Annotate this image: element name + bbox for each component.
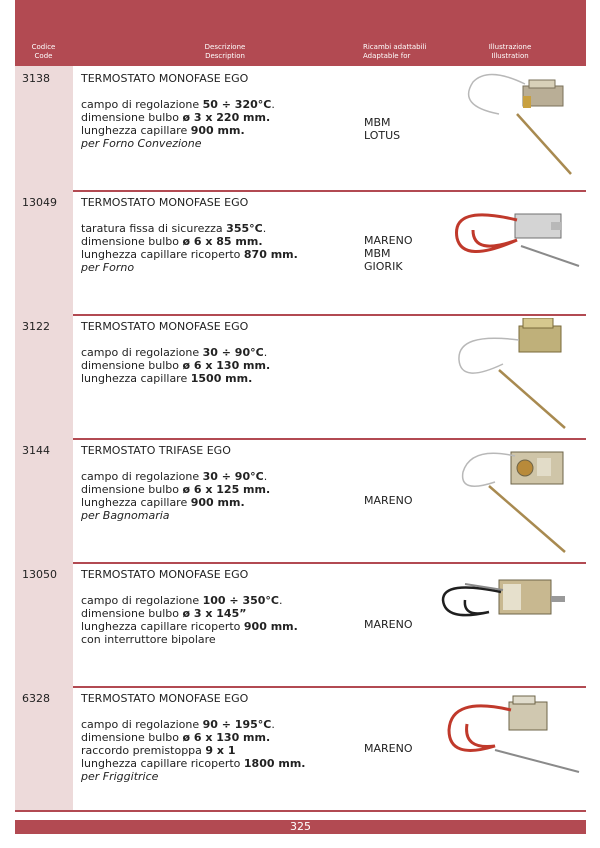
thermostat-illustration xyxy=(433,194,583,308)
adaptable-brand: MARENO xyxy=(364,742,413,755)
product-description xyxy=(81,568,361,646)
spec-line xyxy=(81,470,361,483)
spec-text: con interruttore bipolare xyxy=(81,633,216,646)
spec-value: ø 6 x 130 mm. xyxy=(182,359,271,372)
spec-text: dimensione bulbo xyxy=(81,235,183,248)
product-description xyxy=(81,320,361,385)
spec-value: 900 mm. xyxy=(243,620,298,633)
thermostat-illustration xyxy=(433,70,583,184)
product-code: 3144 xyxy=(22,444,50,457)
adaptable-list xyxy=(364,618,413,631)
spec-text: lunghezza capillare ricoperto xyxy=(81,248,244,261)
thermostat-illustration xyxy=(433,442,583,556)
spec-line xyxy=(81,483,361,496)
spec-line xyxy=(81,594,361,607)
spec-value: ø 3 x 145” xyxy=(182,607,247,620)
spec-suffix: . xyxy=(263,470,268,483)
spec-text: campo di regolazione xyxy=(81,718,203,731)
spec-value: ø 6 x 85 mm. xyxy=(182,235,263,248)
spec-value: 1800 mm. xyxy=(243,757,306,770)
product-title: TERMOSTATO MONOFASE EGO xyxy=(81,196,249,209)
product-description xyxy=(81,692,361,783)
product-description xyxy=(81,72,361,150)
spec-value: 9 x 1 xyxy=(205,744,236,757)
page-footer xyxy=(15,820,586,834)
spec-text: campo di regolazione xyxy=(81,470,203,483)
spec-value: ø 3 x 220 mm. xyxy=(182,111,271,124)
code-cell xyxy=(15,190,73,314)
product-usage: per Forno Convezione xyxy=(81,137,202,150)
spec-line xyxy=(81,372,361,385)
header-code-it: Codice xyxy=(31,43,56,51)
spec-line xyxy=(81,359,361,372)
spec-value: ø 6 x 130 mm. xyxy=(182,731,271,744)
code-cell xyxy=(15,438,73,562)
adaptable-list xyxy=(364,494,413,507)
spec-text: lunghezza capillare xyxy=(81,124,191,137)
spec-value: ø 6 x 125 mm. xyxy=(182,483,271,496)
spec-suffix: . xyxy=(271,718,275,731)
adaptable-brand: LOTUS xyxy=(364,129,401,142)
product-code: 3122 xyxy=(22,320,50,333)
code-cell xyxy=(15,314,73,438)
spec-line xyxy=(81,496,361,509)
product-title: TERMOSTATO MONOFASE EGO xyxy=(81,320,249,333)
spec-value: 30 ÷ 90°C xyxy=(202,346,264,359)
spec-value: 90 ÷ 195°C xyxy=(202,718,272,731)
spec-text: lunghezza capillare ricoperto xyxy=(81,757,244,770)
spec-value: 355°C xyxy=(226,222,263,235)
spec-line xyxy=(81,222,361,235)
spec-suffix: . xyxy=(263,346,268,359)
product-description xyxy=(81,196,361,274)
product-code: 13049 xyxy=(22,196,57,209)
header-description-en: Description xyxy=(205,52,245,60)
spec-value: 100 ÷ 350°C xyxy=(202,594,279,607)
page-number: 325 xyxy=(290,820,311,833)
spec-value: 900 mm. xyxy=(190,124,245,137)
product-title: TERMOSTATO MONOFASE EGO xyxy=(81,692,249,705)
header-code-en: Code xyxy=(34,52,53,60)
adaptable-brand: MARENO xyxy=(364,234,413,247)
spec-value: 1500 mm. xyxy=(190,372,253,385)
product-title: TERMOSTATO MONOFASE EGO xyxy=(81,72,249,85)
product-code: 13050 xyxy=(22,568,57,581)
spec-text: dimensione bulbo xyxy=(81,359,183,372)
product-usage: per Forno xyxy=(81,261,135,274)
product-code: 6328 xyxy=(22,692,50,705)
spec-text: raccordo premistoppa xyxy=(81,744,206,757)
product-usage: per Friggitrice xyxy=(81,770,159,783)
thermostat-illustration xyxy=(433,566,583,680)
spec-value: 30 ÷ 90°C xyxy=(202,470,264,483)
spec-line xyxy=(81,111,361,124)
thermostat-illustration xyxy=(433,690,583,804)
header-adaptable-it: Ricambi adattabili xyxy=(363,43,427,51)
spec-text: campo di regolazione xyxy=(81,346,203,359)
spec-line xyxy=(81,98,361,111)
adaptable-brand: MARENO xyxy=(364,494,413,507)
spec-text: campo di regolazione xyxy=(81,98,203,111)
spec-line xyxy=(81,248,361,261)
spec-value: 50 ÷ 320°C xyxy=(202,98,272,111)
spec-text: campo di regolazione xyxy=(81,594,203,607)
spec-line xyxy=(81,235,361,248)
product-code: 3138 xyxy=(22,72,50,85)
spec-line xyxy=(81,633,361,646)
thermostat-illustration xyxy=(433,318,583,432)
header-description xyxy=(175,43,275,61)
table-row xyxy=(15,562,586,688)
table-row xyxy=(15,190,586,316)
spec-suffix: . xyxy=(262,222,267,235)
spec-line xyxy=(81,607,361,620)
header-adaptable-en: Adaptable for xyxy=(363,52,411,60)
adaptable-list xyxy=(364,116,400,142)
table-row xyxy=(15,66,586,192)
spec-text: lunghezza capillare xyxy=(81,372,191,385)
code-cell xyxy=(15,66,73,190)
product-title: TERMOSTATO MONOFASE EGO xyxy=(81,568,249,581)
adaptable-list xyxy=(364,234,413,273)
spec-text: lunghezza capillare ricoperto xyxy=(81,620,244,633)
spec-text: lunghezza capillare xyxy=(81,496,191,509)
product-usage: per Bagnomaria xyxy=(81,509,170,522)
spec-value: 870 mm. xyxy=(243,248,298,261)
header-description-it: Descrizione xyxy=(204,43,246,51)
adaptable-brand: MARENO xyxy=(364,618,413,631)
table-row xyxy=(15,686,586,812)
adaptable-list xyxy=(364,742,413,755)
spec-line xyxy=(81,620,361,633)
spec-text: dimensione bulbo xyxy=(81,731,183,744)
header-illustration-en: Illustration xyxy=(491,52,529,60)
spec-line xyxy=(81,124,361,137)
table-row xyxy=(15,438,586,564)
adaptable-brand: MBM xyxy=(364,247,391,260)
spec-line xyxy=(81,757,361,770)
header-illustration xyxy=(470,43,550,61)
header-adaptable xyxy=(363,43,443,61)
spec-text: dimensione bulbo xyxy=(81,483,183,496)
adaptable-brand: GIORIK xyxy=(364,260,403,273)
adaptable-brand: MBM xyxy=(364,116,391,129)
table-row xyxy=(15,314,586,440)
header-illustration-it: Illustrazione xyxy=(488,43,532,51)
spec-suffix: . xyxy=(271,98,275,111)
spec-text: dimensione bulbo xyxy=(81,607,183,620)
spec-text: dimensione bulbo xyxy=(81,111,183,124)
spec-line xyxy=(81,731,361,744)
code-cell xyxy=(15,686,73,810)
spec-value: 900 mm. xyxy=(190,496,245,509)
spec-suffix: . xyxy=(278,594,283,607)
spec-line xyxy=(81,346,361,359)
code-cell xyxy=(15,562,73,686)
spec-text: taratura fissa di sicurezza xyxy=(81,222,227,235)
table-header xyxy=(15,0,586,66)
product-description xyxy=(81,444,361,522)
spec-line xyxy=(81,718,361,731)
product-title: TERMOSTATO TRIFASE EGO xyxy=(81,444,231,457)
spec-line xyxy=(81,744,361,757)
header-code xyxy=(21,43,66,61)
